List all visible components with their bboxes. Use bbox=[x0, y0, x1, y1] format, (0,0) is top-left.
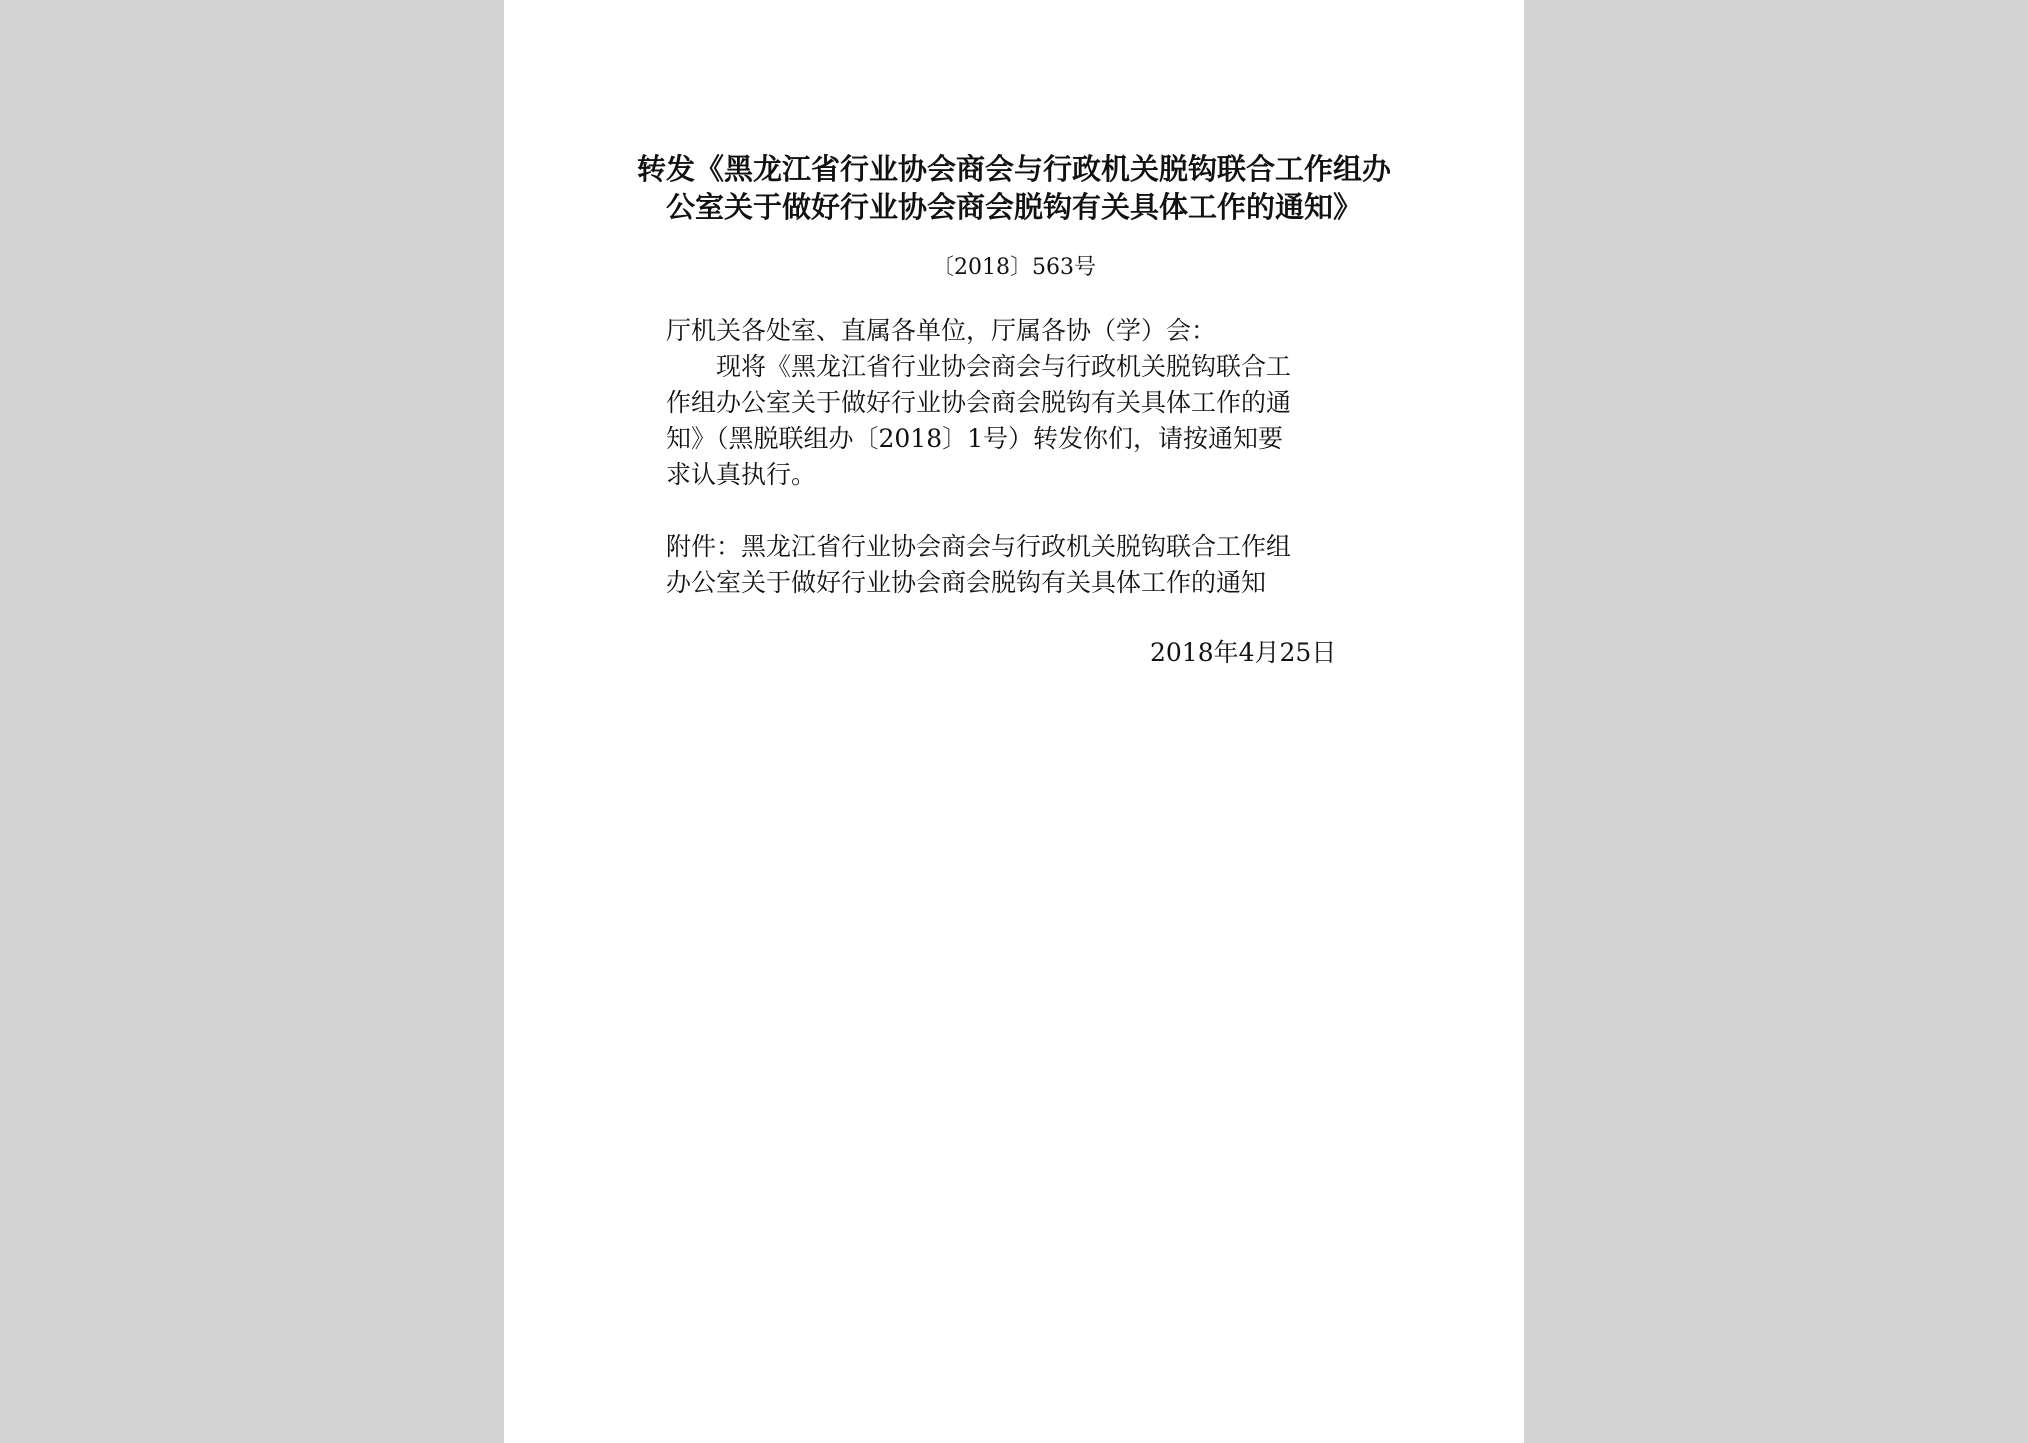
attachment-line: 附件：黑龙江省行业协会商会与行政机关脱钩联合工作组 bbox=[666, 532, 1292, 561]
body-line: 现将《黑龙江省行业协会商会与行政机关脱钩联合工 bbox=[666, 352, 1292, 381]
body-line: 作组办公室关于做好行业协会商会脱钩有关具体工作的通 bbox=[666, 388, 1292, 417]
body-line: 求认真执行。 bbox=[666, 460, 817, 489]
document-title-line-2: 公室关于做好行业协会商会脱钩有关具体工作的通知》 bbox=[665, 190, 1362, 224]
document-number: 〔2018〕563号 bbox=[932, 255, 1096, 280]
attachment-line: 办公室关于做好行业协会商会脱钩有关具体工作的通知 bbox=[666, 568, 1267, 597]
document-date: 2018年4月25日 bbox=[1150, 638, 1337, 667]
salutation: 厅机关各处室、直属各单位，厅属各协（学）会： bbox=[666, 316, 1217, 345]
document-title-line-1: 转发《黑龙江省行业协会商会与行政机关脱钩联合工作组办 bbox=[636, 152, 1391, 186]
document-page bbox=[504, 0, 1524, 1443]
body-line: 知》（黑脱联组办〔2018〕1号）转发你们，请按通知要 bbox=[666, 424, 1284, 453]
